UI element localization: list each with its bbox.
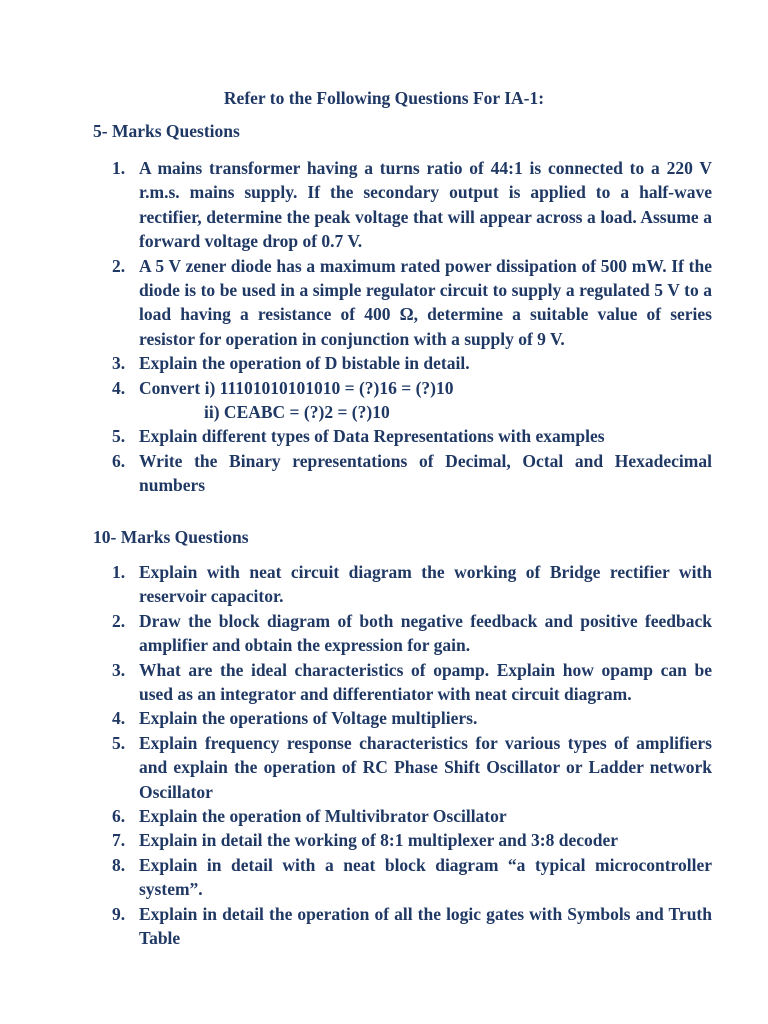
question-text: Explain in detail with a neat block diagram “a typical microcontroller system”. [139, 854, 712, 900]
question-text: Explain with neat circuit diagram the working of Bridge rectifier with reservoir capacitor. [139, 562, 712, 607]
question-item [112, 853, 712, 902]
question-number: 1. [112, 158, 126, 178]
question-number: 1. [112, 562, 126, 582]
question-text: A mains transformer having a turns ratio of 44:1 is connected to a 220 V r.m.s. mains supply. If the secondary output is applied to a half-wave rectifier, determine the peak voltage that will appear across a load. Assume a forward voltage drop of 0.7 V. [139, 158, 712, 252]
question-item [112, 731, 712, 804]
question-item [112, 156, 712, 254]
question-item [112, 254, 712, 352]
question-number: 4. [112, 708, 126, 729]
question-item [112, 376, 712, 425]
question-text: Explain different types of Data Representations with examples [139, 426, 605, 447]
question-item [112, 658, 712, 707]
question-number: 3. [112, 353, 126, 374]
section-heading-5-marks: 5- Marks Questions [93, 121, 240, 141]
question-item [112, 609, 712, 658]
question-number: 5. [112, 426, 126, 447]
question-text: Explain frequency response characteristics for various types of amplifiers and explain the operation of RC Phase Shift Oscillator or Ladder network Oscillator [139, 732, 712, 802]
question-number: 6. [112, 806, 126, 827]
question-subpart: ii) CEABC = (?)2 = (?)10 [204, 402, 390, 423]
question-item [112, 804, 712, 828]
question-text: Convert i) 11101010101010 = (?)16 = (?)10 [139, 377, 454, 398]
question-text: What are the ideal characteristics of opamp. Explain how opamp can be used as an integrator and differentiator with neat circuit diagram. [139, 659, 712, 705]
question-number: 6. [112, 450, 126, 471]
question-number: 3. [112, 659, 126, 680]
section-heading-10-marks: 10- Marks Questions [93, 527, 249, 547]
question-number: 7. [112, 830, 126, 851]
question-text: Write the Binary representations of Decimal, Octal and Hexadecimal numbers [139, 450, 712, 496]
question-number: 8. [112, 854, 126, 875]
question-item [112, 351, 712, 375]
question-text: A 5 V zener diode has a maximum rated power dissipation of 500 mW. If the diode is to be used in a simple regulator circuit to supply a regulated 5 V to a load having a resistance of 400 Ω, determine a suitable value of series resistor for operation in conjunction with a supply of 9 V. [139, 255, 712, 349]
question-list-10-marks [112, 560, 712, 951]
question-text: Explain in detail the working of 8:1 multiplexer and 3:8 decoder [139, 830, 618, 851]
question-item [112, 424, 712, 448]
question-text: Explain in detail the operation of all the logic gates with Symbols and Truth Table [139, 903, 712, 949]
question-number: 9. [112, 903, 126, 924]
question-text: Explain the operation of D bistable in detail. [139, 353, 470, 374]
question-number: 2. [112, 610, 126, 631]
question-number: 5. [112, 732, 126, 753]
question-number: 4. [112, 377, 126, 398]
question-item [112, 560, 712, 609]
question-text: Explain the operations of Voltage multipliers. [139, 708, 478, 729]
question-text: Draw the block diagram of both negative feedback and positive feedback amplifier and obtain the expression for gain. [139, 610, 712, 656]
question-item [112, 828, 712, 852]
page-title: Refer to the Following Questions For IA-1: [223, 88, 545, 108]
question-item [112, 449, 712, 498]
question-number: 2. [112, 255, 126, 276]
question-item [112, 902, 712, 951]
question-item [112, 706, 712, 730]
question-text: Explain the operation of Multivibrator Oscillator [139, 806, 507, 827]
question-list-5-marks [112, 156, 712, 498]
